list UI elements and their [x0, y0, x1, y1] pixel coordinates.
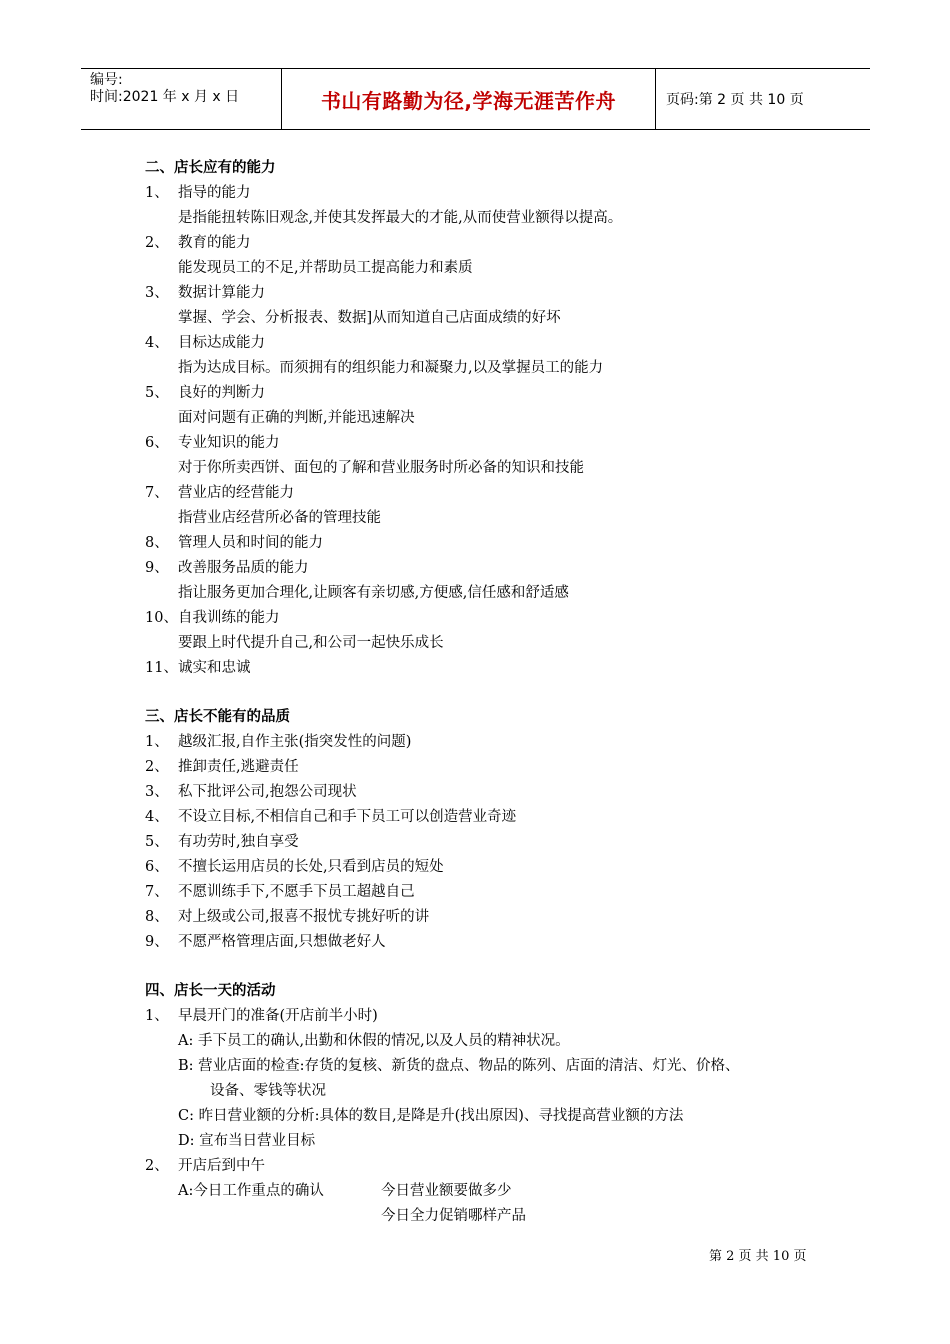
list-item-number: 7、 — [145, 485, 169, 501]
list-item-title: 管理人员和时间的能力 — [178, 535, 323, 551]
list-item-number: 1、 — [145, 734, 169, 750]
header-info-cell — [81, 69, 282, 129]
list-item-description: 对于你所卖西饼、面包的了解和营业服务时所必备的知识和技能 — [178, 460, 584, 476]
header-page-cell — [656, 69, 870, 129]
list-item-number: 5、 — [145, 385, 169, 401]
section-title: 二、店长应有的能力 — [145, 160, 276, 176]
list-item-number: 11、 — [145, 660, 178, 676]
list-item-number: 9、 — [145, 560, 169, 576]
list-item-number: 9、 — [145, 934, 169, 950]
list-item-number: 2、 — [145, 1158, 169, 1174]
list-item-title: 教育的能力 — [178, 235, 251, 251]
list-item-number: 3、 — [145, 784, 169, 800]
footer-page-info: 第 2 页 共 10 页 — [709, 1249, 807, 1264]
section-title: 四、店长一天的活动 — [145, 983, 276, 999]
list-item-title: 开店后到中午 — [178, 1158, 265, 1174]
list-item-description: 指让服务更加合理化,让顾客有亲切感,方便感,信任感和舒适感 — [178, 585, 569, 601]
list-item-number: 7、 — [145, 884, 169, 900]
sub-item-label: A:今日工作重点的确认 — [178, 1183, 324, 1199]
list-item-number: 8、 — [145, 909, 169, 925]
header-motto-cell — [282, 69, 656, 129]
header-motto: 书山有路勤为径,学海无涯苦作舟 — [320, 88, 617, 113]
list-item-number: 5、 — [145, 834, 169, 850]
list-item-number: 4、 — [145, 335, 169, 351]
document-number-label: 编号: — [90, 72, 123, 88]
list-item-title: 有功劳时,独自享受 — [178, 834, 299, 850]
sub-item: A: 手下员工的确认,出勤和休假的情况,以及人员的精神状况。 — [178, 1033, 570, 1049]
list-item-description: 指营业店经营所必备的管理技能 — [178, 510, 381, 526]
list-item-description: 要跟上时代提升自己,和公司一起快乐成长 — [178, 635, 444, 651]
list-item-number: 6、 — [145, 435, 169, 451]
list-item-title: 私下批评公司,抱怨公司现状 — [178, 784, 357, 800]
header-page-info: 页码:第 2 页 共 10 页 — [666, 92, 804, 108]
list-item-title: 不愿训练手下,不愿手下员工超越自己 — [178, 884, 415, 900]
list-item-description: 掌握、学会、分析报表、数据]从而知道自己店面成绩的好坏 — [178, 310, 561, 326]
sub-item-point: 今日营业额要做多少 — [381, 1183, 512, 1199]
list-item-description: 面对问题有正确的判断,并能迅速解决 — [178, 410, 415, 426]
list-item-title: 对上级或公司,报喜不报忧专挑好听的讲 — [178, 909, 430, 925]
list-item-number: 4、 — [145, 809, 169, 825]
list-item-title: 推卸责任,逃避责任 — [178, 759, 299, 775]
list-item-title: 良好的判断力 — [178, 385, 265, 401]
list-item-description: 能发现员工的不足,并帮助员工提高能力和素质 — [178, 260, 473, 276]
sub-item-continuation: 设备、零钱等状况 — [210, 1083, 326, 1099]
document-date-label: 时间:2021 年 x 月 x 日 — [90, 89, 240, 105]
list-item-description: 指为达成目标。而须拥有的组织能力和凝聚力,以及掌握员工的能力 — [178, 360, 604, 376]
list-item-number: 2、 — [145, 759, 169, 775]
list-item-title: 专业知识的能力 — [178, 435, 280, 451]
sub-item: B: 营业店面的检查:存货的复核、新货的盘点、物品的陈列、店面的清洁、灯光、价格、 — [178, 1058, 740, 1074]
list-item-title: 目标达成能力 — [178, 335, 265, 351]
list-item-description: 是指能扭转陈旧观念,并使其发挥最大的才能,从而使营业额得以提高。 — [178, 210, 623, 226]
list-item-number: 2、 — [145, 235, 169, 251]
sub-item: C: 昨日营业额的分析:具体的数目,是降是升(找出原因)、寻找提高营业额的方法 — [178, 1108, 684, 1124]
document-header — [81, 68, 870, 130]
list-item-number: 1、 — [145, 1008, 169, 1024]
list-item-title: 不设立目标,不相信自己和手下员工可以创造营业奇迹 — [178, 809, 517, 825]
list-item-title: 越级汇报,自作主张(指突发性的问题) — [178, 734, 412, 750]
list-item-number: 6、 — [145, 859, 169, 875]
list-item-number: 1、 — [145, 185, 169, 201]
sub-item-point: 今日全力促销哪样产品 — [381, 1208, 526, 1224]
list-item-title: 诚实和忠诚 — [178, 660, 251, 676]
section-title: 三、店长不能有的品质 — [145, 709, 290, 725]
list-item-number: 8、 — [145, 535, 169, 551]
list-item-title: 营业店的经营能力 — [178, 485, 294, 501]
list-item-number: 3、 — [145, 285, 169, 301]
list-item-title: 数据计算能力 — [178, 285, 265, 301]
list-item-title: 早晨开门的准备(开店前半小时) — [178, 1008, 378, 1024]
list-item-title: 指导的能力 — [178, 185, 251, 201]
list-item-title: 自我训练的能力 — [178, 610, 280, 626]
list-item-title: 不擅长运用店员的长处,只看到店员的短处 — [178, 859, 444, 875]
list-item-title: 不愿严格管理店面,只想做老好人 — [178, 934, 386, 950]
list-item-title: 改善服务品质的能力 — [178, 560, 309, 576]
list-item-number: 10、 — [145, 610, 178, 626]
sub-item: D: 宣布当日营业目标 — [178, 1133, 316, 1149]
